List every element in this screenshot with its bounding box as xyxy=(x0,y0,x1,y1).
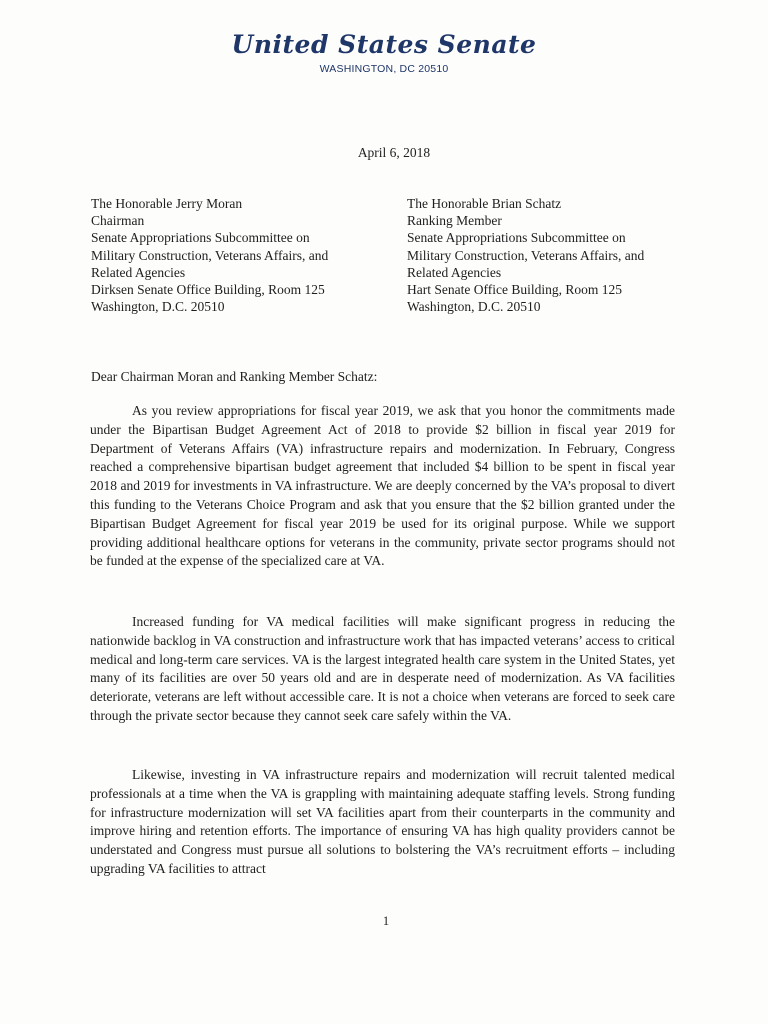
salutation: Dear Chairman Moran and Ranking Member Schatz: xyxy=(91,369,378,384)
address-line: Senate Appropriations Subcommittee on xyxy=(91,230,310,246)
address-line: Military Construction, Veterans Affairs, and xyxy=(91,247,329,263)
body-paragraph-1: As you review appropriations for fiscal year 2019, we ask that you honor the commitments made under the Bipartisan Budget Agreement Act of 2018 to provide $2 billion in fiscal year 2019 for Department of Veterans Affairs (VA) infrastructure repairs and modernization. In February, Congress reached a comprehensive bipartisan budget agreement that included $4 billion to be spent in fiscal year 2018 and 2019 for investments in VA infrastructure. We are deeply concerned by the VA’s proposal to divert this funding to the Veterans Choice Program and ask that you ensure that the $2 billion granted under the Bipartisan Budget Agreement for fiscal year 2019 be used for its original purpose. While we support providing additional healthcare options for veterans in the community, private sector programs should not be funded at the expense of the specialized care at VA. xyxy=(90,403,675,569)
recipient-address-left xyxy=(91,195,328,315)
address-line: Washington, D.C. 20510 xyxy=(407,299,541,315)
body-paragraph-3: Likewise, investing in VA infrastructure repairs and modernization will recruit talented medical professionals at a time when the VA is grappling with maintaining adequate staffing levels. Strong funding for infrastructure modernization will set VA facilities apart from their counterparts in the community and improve hiring and retention efforts. The importance of ensuring VA has high quality providers cannot be understated and Congress must pursue all solutions to bolstering the VA’s recruitment efforts – including upgrading VA facilities to attract xyxy=(90,767,675,876)
address-line: Dirksen Senate Office Building, Room 125 xyxy=(91,282,325,298)
address-line: The Honorable Jerry Moran xyxy=(91,196,243,211)
address-line: The Honorable Brian Schatz xyxy=(407,196,562,211)
letterhead-title: United States Senate xyxy=(231,30,537,59)
address-line: Ranking Member xyxy=(407,213,502,229)
address-line: Hart Senate Office Building, Room 125 xyxy=(407,282,622,298)
body-paragraph-2: Increased funding for VA medical facilities will make significant progress in reducing the nationwide backlog in VA construction and infrastructure work that has impacted veterans’ access to critical medical and long-term care services. VA is the largest integrated health care system in the United States, yet many of its facilities are over 50 years old and are in desperate need of modernization. As VA facilities deteriorate, veterans are left without accessible care. It is not a choice when veterans are forced to seek care through the private sector because they cannot seek care safely within the VA. xyxy=(90,614,675,723)
address-line: Washington, D.C. 20510 xyxy=(91,299,225,315)
recipient-address-right xyxy=(407,195,644,315)
address-line: Senate Appropriations Subcommittee on xyxy=(407,230,626,246)
page-number: 1 xyxy=(382,914,390,928)
letterhead-location: WASHINGTON, DC 20510 xyxy=(319,63,449,75)
letter-date: April 6, 2018 xyxy=(357,145,431,160)
address-line: Chairman xyxy=(91,213,145,229)
address-line: Related Agencies xyxy=(91,264,186,280)
address-line: Related Agencies xyxy=(407,264,502,280)
address-line: Military Construction, Veterans Affairs, and xyxy=(407,247,645,263)
